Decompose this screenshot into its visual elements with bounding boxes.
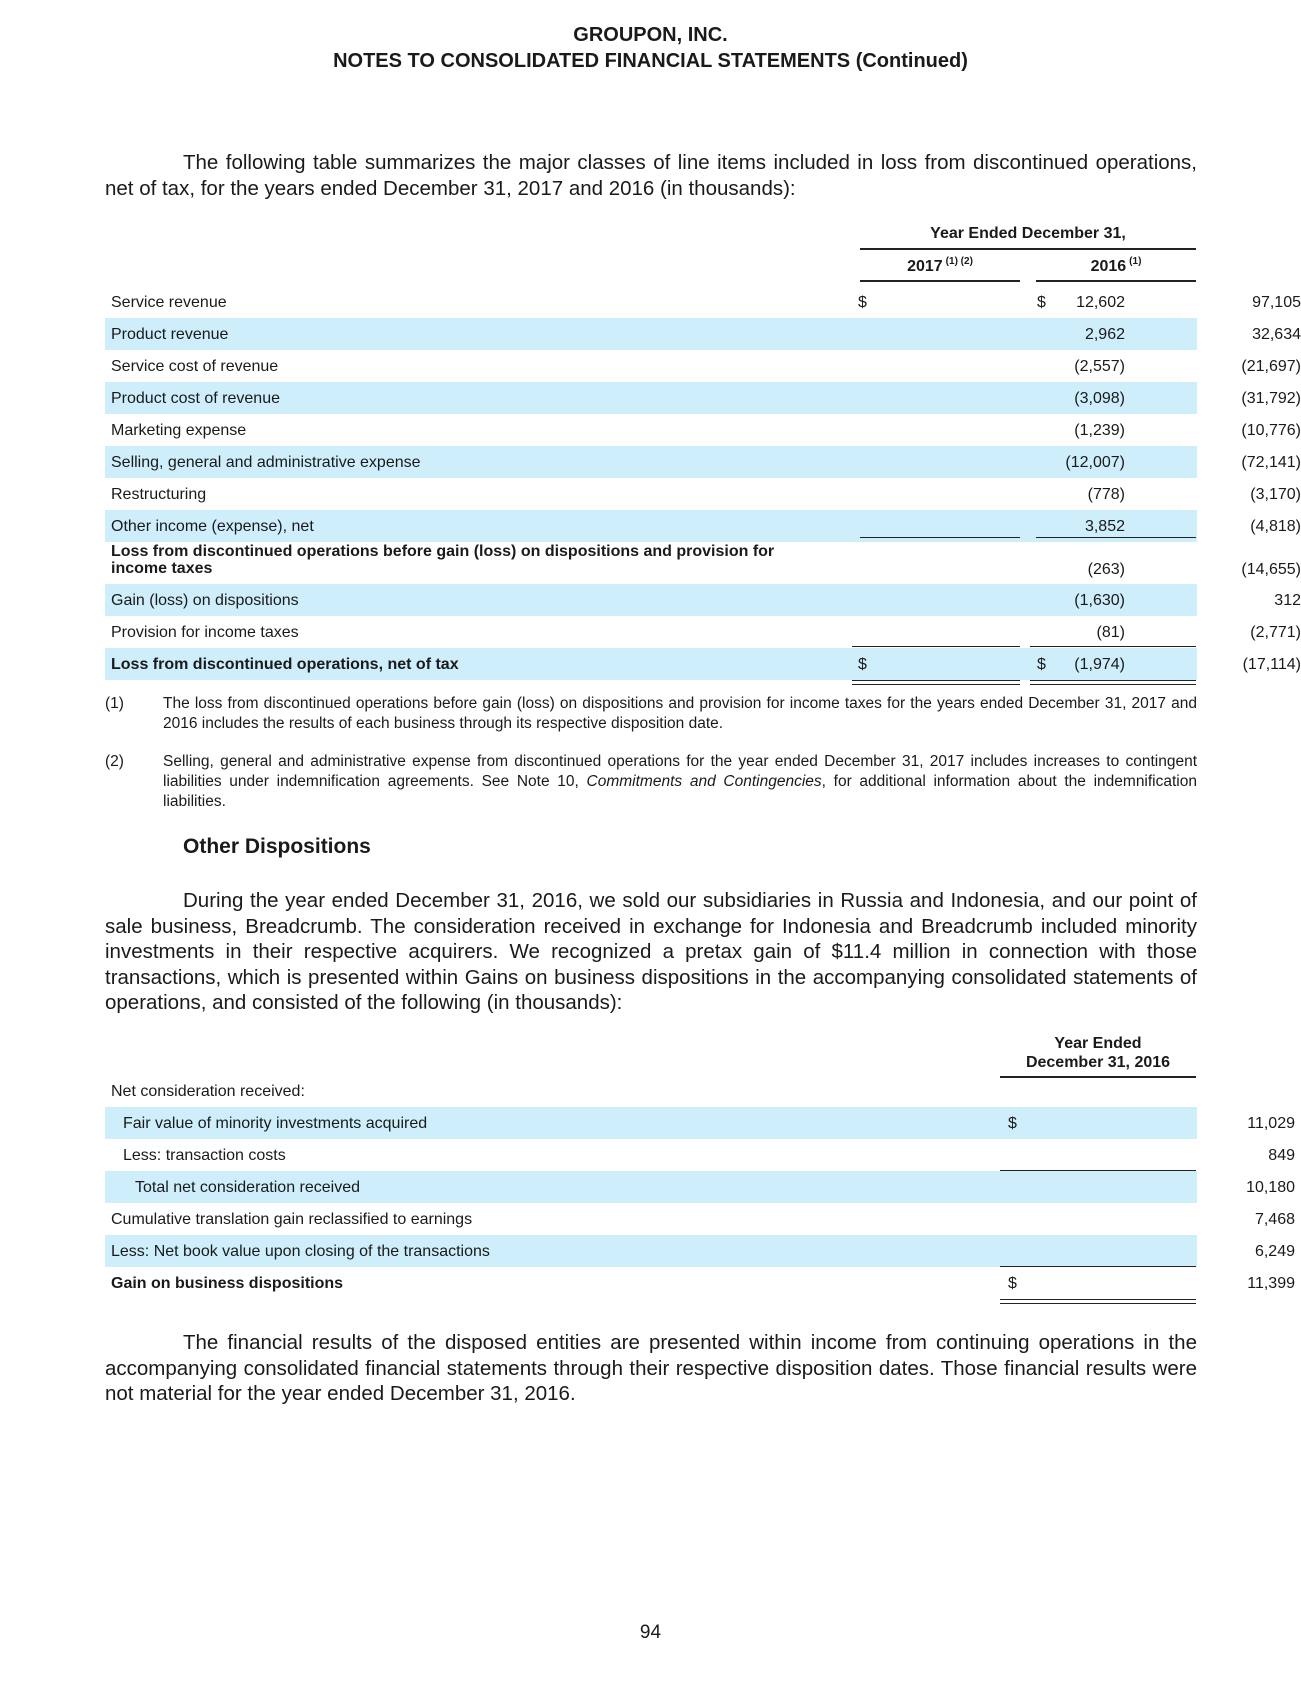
value-2017: (263) (1087, 561, 1125, 578)
closing-text: The financial results of the disposed entities are presented within income from continuing operations in the accompanying consolidated financial statements through their respective disposition dates. Those financial results were not material for the year ended December 31, 2016. (105, 1331, 1197, 1405)
col-2017-rule (860, 280, 1020, 282)
table-row (105, 1267, 1295, 1299)
value: 11,399 (1247, 1275, 1295, 1292)
value-2016: (4,818) (1250, 518, 1301, 535)
col-2016-year: 2016 (1090, 258, 1127, 275)
value-2017: (1,630) (1074, 592, 1125, 609)
currency-2017: $ (858, 294, 867, 311)
row-label: Service cost of revenue (111, 358, 279, 375)
currency: $ (1008, 1115, 1017, 1132)
value: 11,029 (1247, 1115, 1295, 1132)
table1-col-2017 (860, 256, 1020, 276)
row-label: Total net consideration received (135, 1179, 361, 1196)
value-2016: (10,776) (1241, 422, 1301, 439)
footnote-text (163, 752, 1197, 812)
table-row (105, 584, 1301, 616)
row-label: Loss from discontinued operations before gain (loss) on dispositions and provision for income taxes (111, 543, 775, 577)
subtotal-rule (860, 537, 1020, 538)
row-label: Less: transaction costs (123, 1147, 286, 1164)
value-2017: (1,974) (1074, 656, 1125, 673)
row-label: Product revenue (111, 326, 229, 343)
row-label: Other income (expense), net (111, 518, 314, 535)
table2-header (1000, 1034, 1196, 1072)
double-underline (852, 680, 1020, 685)
table2-header-line1: Year Ended (1054, 1035, 1142, 1052)
section-heading: Other Dispositions (183, 835, 371, 858)
table1-col-2016 (1036, 256, 1196, 276)
value-2017: (2,557) (1074, 358, 1125, 375)
table-row (105, 510, 1301, 542)
table1-header-rule (860, 248, 1196, 250)
value-2016: 312 (1274, 592, 1301, 609)
footnote-text: The loss from discontinued operations before gain (loss) on dispositions and provision for income taxes for the years ended December 31, 2017 and 2016 includes the results of each business through its respective disposition date. (163, 695, 1197, 732)
col-2017-note: (1) (2) (945, 256, 973, 267)
row-label: Cumulative translation gain reclassified to earnings (111, 1211, 473, 1228)
value: 10,180 (1246, 1179, 1295, 1196)
footnote-marker: (1) (105, 695, 124, 712)
value-2016: (31,792) (1241, 390, 1301, 407)
value-2017: (1,239) (1074, 422, 1125, 439)
table-row (105, 1171, 1295, 1203)
value-2016: (21,697) (1241, 358, 1301, 375)
row-label: Product cost of revenue (111, 390, 280, 407)
table-row (105, 350, 1301, 382)
row-label: Gain on business dispositions (111, 1275, 344, 1292)
total-rule (852, 646, 1020, 647)
currency: $ (1008, 1275, 1017, 1292)
value-2017: (12,007) (1065, 454, 1125, 471)
table-row (105, 446, 1301, 478)
row-label: Selling, general and administrative expense (111, 454, 421, 471)
value-2017: (778) (1087, 486, 1125, 503)
page-number: 94 (639, 1622, 662, 1643)
total-rule (1030, 646, 1196, 647)
double-underline (1030, 680, 1196, 685)
footnote-text-part: Selling, general and administrative expense from discontinued operations for the year ended December 31, 2017 includes increases to contingent liabilities under indemnification agreements. See Note 10, (163, 753, 1197, 790)
row-label: Net consideration received: (111, 1083, 305, 1100)
footnote-note-reference: Commitments and Contingencies (586, 773, 822, 790)
table-row (105, 478, 1301, 510)
footnote-text-part: , for additional information about the indemnification liabilities. (163, 773, 1197, 810)
table-row (105, 318, 1301, 350)
dispositions-text: During the year ended December 31, 2016, we sold our subsidiaries in Russia and Indonesia, and our point of sale business, Breadcrumb. The consideration received in exchange for Indonesia and Breadcrumb included minority investments in their respective acquirers. We recognized a pretax gain of $11.4 million in connection with those transactions, which is presented within Gains on business dispositions in the accompanying consolidated statements of operations, and consisted of the following (in thousands): (105, 889, 1197, 1014)
value-2017: (3,098) (1074, 390, 1125, 407)
value-2017: 12,602 (1076, 294, 1125, 311)
table-row (105, 382, 1301, 414)
double-underline (1000, 1299, 1196, 1304)
col-2016-note: (1) (1129, 256, 1142, 267)
row-label: Fair value of minority investments acquired (123, 1115, 428, 1132)
row-label: Loss from discontinued operations, net of tax (111, 656, 459, 673)
table-row (105, 1075, 1197, 1107)
row-label: Service revenue (111, 294, 227, 311)
table-row (105, 1235, 1295, 1267)
intro-text: The following table summarizes the major classes of line items included in loss from discontinued operations, net of tax, for the years ended December 31, 2017 and 2016 (in thousands): (105, 151, 1197, 200)
dispositions-paragraph (105, 888, 1197, 1016)
col-2016-rule (1036, 280, 1196, 282)
table-row (105, 1203, 1295, 1235)
closing-paragraph (105, 1330, 1197, 1407)
table-row (105, 1139, 1295, 1171)
row-label: Provision for income taxes (111, 624, 299, 641)
row-label: Marketing expense (111, 422, 247, 439)
table1-period-header: Year Ended December 31, (930, 225, 1126, 242)
value: 6,249 (1254, 1243, 1295, 1260)
value-2016: (3,170) (1250, 486, 1301, 503)
page-title: NOTES TO CONSOLIDATED FINANCIAL STATEMENTS (Continued) (333, 50, 968, 72)
subtotal-rule (1036, 537, 1196, 538)
col-2017-year: 2017 (907, 258, 943, 275)
currency-2017: $ (858, 656, 867, 673)
value-2016: (72,141) (1241, 454, 1301, 471)
value-2016: 32,634 (1252, 326, 1301, 343)
table-row (105, 539, 1301, 584)
table-row (105, 414, 1301, 446)
value-2016: (2,771) (1250, 624, 1301, 641)
table-row (105, 648, 1301, 680)
value-2017: 2,962 (1084, 326, 1125, 343)
value-2016: 97,105 (1252, 294, 1301, 311)
intro-paragraph (105, 150, 1197, 201)
table-row (105, 286, 1301, 318)
footnote-marker: (2) (105, 753, 124, 770)
value-2016: (14,655) (1241, 561, 1301, 578)
currency-2016: $ (1037, 294, 1046, 311)
value: 849 (1268, 1147, 1295, 1164)
table-row (105, 1107, 1295, 1139)
currency-2016: $ (1037, 656, 1046, 673)
row-label: Restructuring (111, 486, 207, 503)
row-label: Less: Net book value upon closing of the transactions (111, 1243, 490, 1260)
company-name: GROUPON, INC. (573, 24, 728, 46)
row-label: Gain (loss) on dispositions (111, 592, 299, 609)
value-2017: (81) (1096, 624, 1125, 641)
table2-header-line2: December 31, 2016 (1025, 1054, 1171, 1071)
value: 7,468 (1254, 1211, 1295, 1228)
value-2017: 3,852 (1084, 518, 1125, 535)
value-2016: (17,114) (1242, 656, 1301, 673)
table-row (105, 616, 1301, 648)
